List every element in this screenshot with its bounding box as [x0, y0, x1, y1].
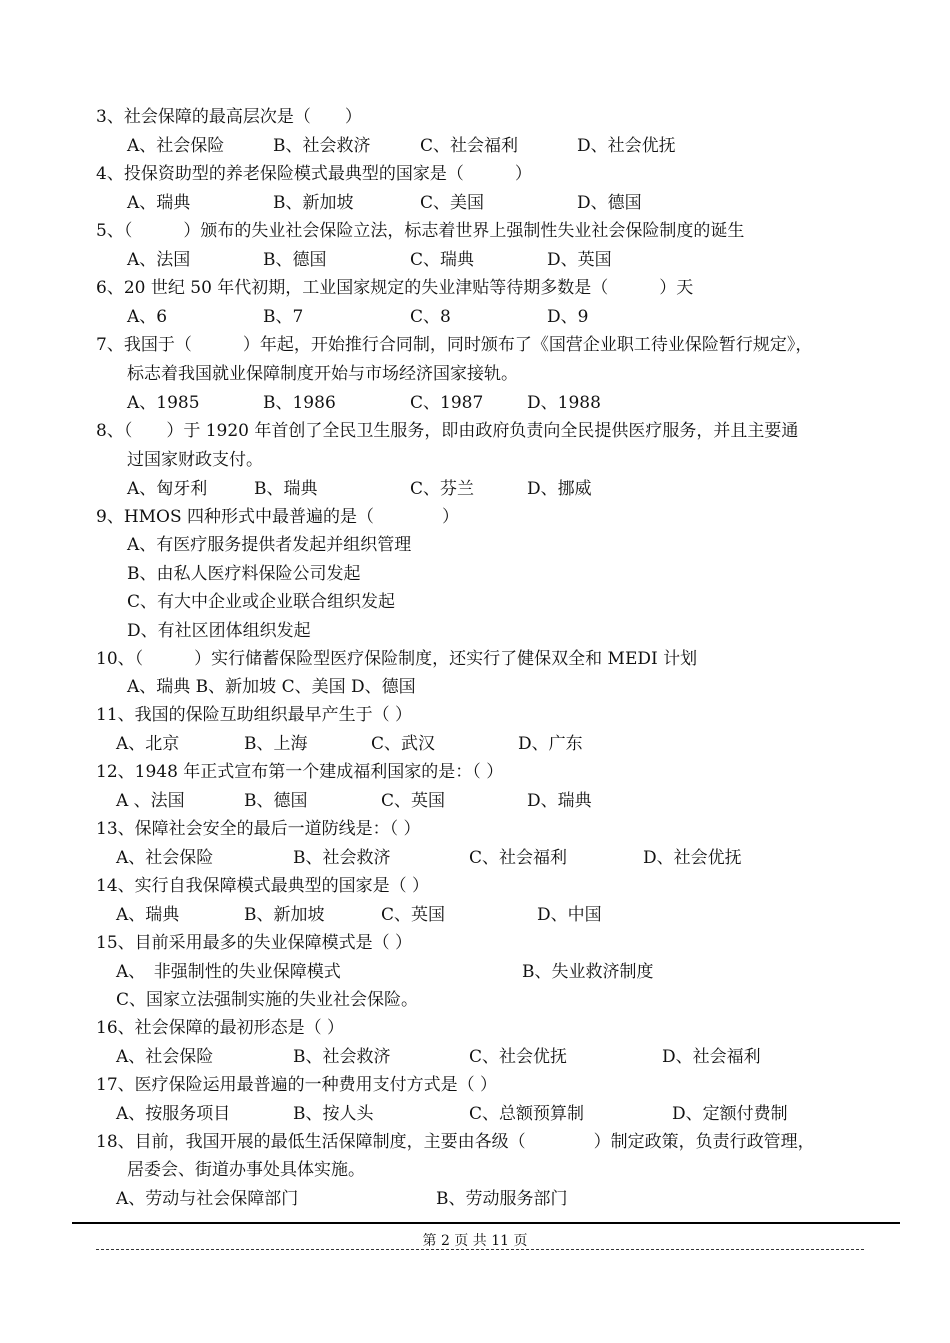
- question-7-stem-continued: 标志着我国就业保障制度开始与市场经济国家接轨。: [127, 364, 518, 384]
- question-18-option-a: A、劳动与社会保障部门: [116, 1189, 299, 1209]
- question-6-option-b: B、7: [263, 307, 304, 327]
- question-8-option-b: B、瑞典: [254, 479, 318, 499]
- question-8-option-c: C、芬兰: [410, 479, 475, 499]
- question-14-option-c: C、英国: [381, 905, 446, 925]
- question-12-stem: 12、1948 年正式宣布第一个建成福利国家的是：（ ）: [96, 762, 504, 782]
- footer-rule: [72, 1222, 900, 1224]
- question-16-option-a: A、社会保险: [116, 1047, 214, 1067]
- question-18-option-b: B、劳动服务部门: [436, 1189, 568, 1209]
- question-9-option-b: B、由私人医疗料保险公司发起: [127, 564, 361, 584]
- question-14-option-a: A、瑞典: [116, 905, 180, 925]
- question-7-option-d: D、1988: [527, 393, 601, 413]
- question-15-option-c: C、国家立法强制实施的失业社会保险。: [116, 990, 419, 1010]
- question-7-option-c: C、1987: [410, 393, 484, 413]
- question-6-option-d: D、9: [547, 307, 589, 327]
- question-11-option-a: A、北京: [116, 734, 180, 754]
- question-12-option-d: D、瑞典: [527, 791, 592, 811]
- question-15-option-a: A、 非强制性的失业保障模式: [116, 962, 341, 982]
- question-18-stem: 18、目前，我国开展的最低生活保障制度，主要由各级（ ）制定政策，负责行政管理，: [96, 1132, 815, 1152]
- footer-dashed-line: [96, 1249, 864, 1250]
- question-13-stem: 13、保障社会安全的最后一道防线是：（ ）: [96, 819, 421, 839]
- question-8-option-d: D、挪威: [527, 479, 592, 499]
- question-14-stem: 14、实行自我保障模式最典型的国家是（ ）: [96, 876, 430, 896]
- question-8-option-a: A、匈牙利: [127, 479, 208, 499]
- question-11-option-d: D、广东: [518, 734, 583, 754]
- question-11-option-c: C、武汉: [371, 734, 436, 754]
- question-15-option-b: B、失业救济制度: [522, 962, 654, 982]
- question-17-option-b: B、按人头: [293, 1104, 374, 1124]
- question-6-option-a: A、6: [127, 307, 168, 327]
- question-4-option-b: B、新加坡: [273, 193, 354, 213]
- question-8-stem-continued: 过国家财政支付。: [127, 450, 263, 470]
- question-5-option-a: A、法国: [127, 250, 191, 270]
- question-17-option-a: A、按服务项目: [116, 1104, 231, 1124]
- page-number: 第 2 页 共 11 页: [422, 1233, 528, 1249]
- question-4-option-a: A、瑞典: [127, 193, 191, 213]
- question-4-stem: 4、投保资助型的养老保险模式最典型的国家是（ ）: [96, 164, 532, 184]
- question-3-stem: 3、社会保障的最高层次是（ ）: [96, 107, 362, 127]
- question-17-option-c: C、总额预算制: [469, 1104, 585, 1124]
- question-3-option-d: D、社会优抚: [577, 136, 676, 156]
- question-18-stem-continued: 居委会、街道办事处具体实施。: [127, 1160, 365, 1180]
- question-11-stem: 11、我国的保险互助组织最早产生于（ ）: [96, 705, 413, 725]
- question-9-option-d: D、有社区团体组织发起: [127, 621, 311, 641]
- question-12-option-b: B、德国: [244, 791, 308, 811]
- question-10-options: A、瑞典 B、新加坡 C、美国 D、德国: [127, 677, 416, 697]
- question-9-stem: 9、HMOS 四种形式中最普遍的是（ ）: [96, 507, 460, 527]
- question-4-option-d: D、德国: [577, 193, 642, 213]
- question-14-option-d: D、中国: [537, 905, 602, 925]
- question-13-option-c: C、社会福利: [469, 848, 568, 868]
- question-6-stem: 6、20 世纪 50 年代初期，工业国家规定的失业津贴等待期多数是（ ）天: [96, 278, 694, 298]
- question-7-stem: 7、我国于（ ）年起，开始推行合同制，同时颁布了《国营企业职工待业保险暂行规定》，: [96, 335, 813, 355]
- question-5-option-c: C、瑞典: [410, 250, 475, 270]
- question-13-option-d: D、社会优抚: [643, 848, 742, 868]
- question-7-option-b: B、1986: [263, 393, 336, 413]
- question-17-stem: 17、医疗保险运用最普遍的一种费用支付方式是（ ）: [96, 1075, 498, 1095]
- question-3-option-c: C、社会福利: [420, 136, 519, 156]
- question-16-stem: 16、社会保障的最初形态是（ ）: [96, 1018, 345, 1038]
- question-12-option-c: C、英国: [381, 791, 446, 811]
- question-9-option-a: A、有医疗服务提供者发起并组织管理: [127, 535, 412, 555]
- question-3-option-b: B、社会救济: [273, 136, 371, 156]
- question-5-stem: 5、（ ）颁布的失业社会保险立法，标志着世界上强制性失业社会保险制度的诞生: [96, 221, 745, 241]
- question-8-stem: 8、（ ）于 1920 年首创了全民卫生服务，即由政府负责向全民提供医疗服务，并且主要通: [96, 421, 799, 441]
- question-5-option-d: D、英国: [547, 250, 612, 270]
- question-13-option-a: A、社会保险: [116, 848, 214, 868]
- question-7-option-a: A、1985: [127, 393, 200, 413]
- question-14-option-b: B、新加坡: [244, 905, 325, 925]
- question-16-option-b: B、社会救济: [293, 1047, 391, 1067]
- question-4-option-c: C、美国: [420, 193, 485, 213]
- question-16-option-c: C、社会优抚: [469, 1047, 568, 1067]
- question-12-option-a: A 、法国: [116, 791, 185, 811]
- question-16-option-d: D、社会福利: [662, 1047, 761, 1067]
- question-9-option-c: C、有大中企业或企业联合组织发起: [127, 592, 396, 612]
- question-13-option-b: B、社会救济: [293, 848, 391, 868]
- question-17-option-d: D、定额付费制: [672, 1104, 788, 1124]
- question-6-option-c: C、8: [410, 307, 451, 327]
- question-10-stem: 10、（ ）实行储蓄保险型医疗保险制度，还实行了健保双全和 MEDI 计划: [96, 649, 698, 669]
- question-3-option-a: A、社会保险: [127, 136, 225, 156]
- question-11-option-b: B、上海: [244, 734, 308, 754]
- question-15-stem: 15、目前采用最多的失业保障模式是（ ）: [96, 933, 413, 953]
- question-5-option-b: B、德国: [263, 250, 327, 270]
